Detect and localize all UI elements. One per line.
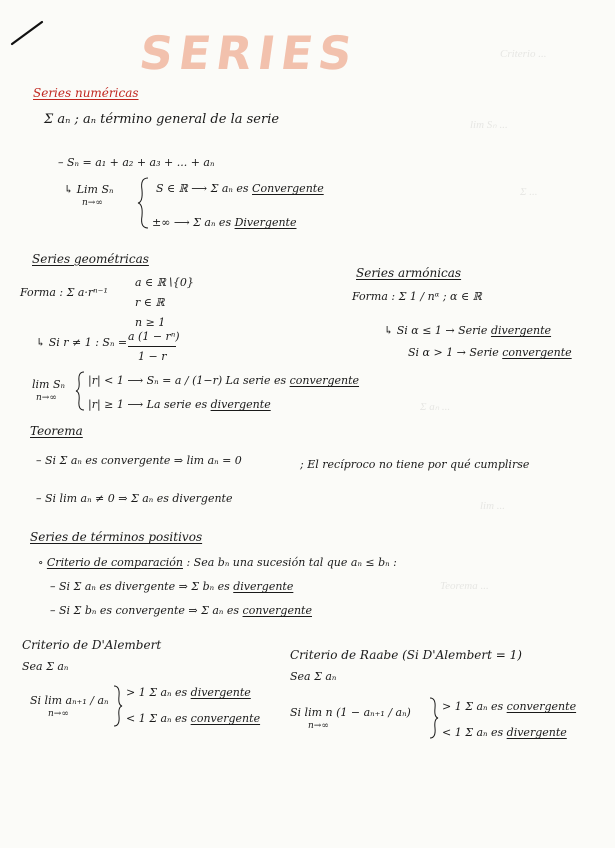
limit-subscript: n→∞ [48, 709, 69, 719]
comparison-criterion-text: : Sea bₙ una sucesión tal que aₙ ≤ bₙ : [186, 556, 397, 569]
harmonic-case-divergent [384, 324, 551, 337]
dalembert-case-gt-text: > 1 Σ aₙ es [126, 686, 188, 699]
case-infinite-text: ±∞ ⟶ Σ aₙ es [152, 216, 232, 229]
theorem-line-2: – Si lim aₙ ≠ 0 ⇒ Σ aₙ es divergente [36, 492, 233, 505]
comparison-line-1 [50, 580, 293, 593]
geometric-limit: lim Sₙ [32, 378, 65, 391]
condition-a: a ∈ ℝ∖{0} [135, 276, 194, 289]
case-r-geq-1-text: |r| ≥ 1 ⟶ La serie es [88, 398, 208, 411]
comparison-criterion: ∘ Criterio de comparación : Sea bₙ una sucesión tal que aₙ ≤ bₙ : [38, 556, 397, 569]
bleed-through-text: Σ ... [520, 186, 538, 198]
partial-sum-definition: – Sₙ = a₁ + a₂ + a₃ + ... + aₙ [58, 156, 215, 169]
brace [428, 696, 440, 740]
convergente-label: convergente [190, 712, 261, 725]
convergente-label: Convergente [252, 182, 324, 195]
divergente-label: divergente [490, 324, 552, 337]
dalembert-limit: Si lim aₙ₊₁ / aₙ [30, 694, 109, 707]
geometric-sum-formula: ↳ Si r ≠ 1 : Sₙ = [36, 336, 128, 349]
page-title: SERIES [136, 26, 362, 80]
raabe-limit: Si lim n (1 − aₙ₊₁ / aₙ) [290, 706, 411, 719]
raabe-case-lt-text: < 1 Σ aₙ es [442, 726, 504, 739]
raabe-case-gt-text: > 1 Σ aₙ es [442, 700, 504, 713]
divergente-label: divergente [210, 398, 271, 411]
divergente-label: divergente [506, 726, 567, 739]
bleed-through-text: Teorema ... [440, 580, 489, 592]
case-finite-limit [156, 182, 324, 195]
limit-partial-sums: ↳ Lim Sₙ [64, 183, 114, 196]
section-heading-dalembert: Criterio de D'Alembert [22, 638, 162, 652]
series-definition: Σ aₙ ; aₙ término general de la serie [44, 112, 280, 127]
dalembert-sea: Sea Σ aₙ [22, 660, 69, 673]
section-heading-teorema: Teorema [30, 424, 83, 438]
divergente-label: Divergente [234, 216, 297, 229]
convergente-label: convergente [289, 374, 360, 387]
comparison-line-1-text: – Si Σ aₙ es divergente ⇒ Σ bₙ es [50, 580, 230, 593]
fraction-denominator: 1 − r [138, 350, 167, 363]
convergente-label: convergente [506, 700, 577, 713]
bleed-through-text: lim ... [480, 500, 506, 512]
raabe-sea: Sea Σ aₙ [290, 670, 337, 683]
raabe-case-gt [442, 700, 576, 713]
brace [136, 176, 150, 230]
case-r-geq-1 [88, 398, 271, 411]
brace [74, 370, 86, 412]
harmonic-case-convergent-text: Si α > 1 → Serie [408, 346, 499, 359]
theorem-line-1: – Si Σ aₙ es convergente ⇒ lim aₙ = 0 [36, 454, 242, 467]
pen-stroke-mark [8, 18, 48, 48]
comparison-line-2-text: – Si Σ bₙ es convergente ⇒ Σ aₙ es [50, 604, 240, 617]
bleed-through-text: Σ aₙ ... [420, 401, 451, 413]
comparison-line-2 [50, 604, 312, 617]
divergente-label: divergente [233, 580, 294, 593]
bleed-through-text: Criterio ... [500, 48, 547, 60]
harmonic-form: Forma : Σ 1 / nᵅ ; α ∈ ℝ [352, 290, 482, 303]
case-infinite-limit [152, 216, 296, 229]
raabe-case-lt [442, 726, 567, 739]
dalembert-case-gt [126, 686, 251, 699]
geometric-form: Forma : Σ a·rⁿ⁻¹ [20, 286, 108, 299]
section-heading-numericas: Series numéricas [33, 86, 139, 100]
limit-subscript: n→∞ [82, 198, 103, 208]
section-heading-terminos-positivos: Series de términos positivos [30, 530, 203, 544]
limit-subscript: n→∞ [308, 721, 329, 731]
harmonic-case-divergent-text: ↳ Si α ≤ 1 → Serie [384, 324, 488, 337]
dalembert-case-lt-text: < 1 Σ aₙ es [126, 712, 188, 725]
section-heading-armonicas: Series armónicas [356, 266, 462, 280]
fraction-bar [128, 346, 176, 347]
case-r-less-1-text: |r| < 1 ⟶ Sₙ = a / (1−r) La serie es [88, 374, 287, 387]
divergente-label: divergente [190, 686, 251, 699]
section-heading-geometricas: Series geométricas [32, 252, 149, 266]
theorem-note: ; El recíproco no tiene por qué cumplirse [300, 458, 530, 471]
fraction-numerator: a (1 − rⁿ) [128, 330, 180, 343]
section-heading-raabe: Criterio de Raabe (Si D'Alembert = 1) [290, 648, 522, 662]
limit-subscript: n→∞ [36, 393, 57, 403]
comparison-criterion-label: Criterio de comparación [46, 556, 183, 569]
dalembert-case-lt [126, 712, 260, 725]
case-r-less-1 [88, 374, 359, 387]
convergente-label: convergente [242, 604, 312, 617]
bleed-through-text: lim Sₙ ... [470, 119, 508, 131]
condition-n: n ≥ 1 [135, 316, 166, 329]
harmonic-case-convergent [408, 346, 572, 359]
convergente-label: convergente [502, 346, 572, 359]
case-finite-text: S ∈ ℝ ⟶ Σ aₙ es [156, 182, 249, 195]
condition-r: r ∈ ℝ [135, 296, 165, 309]
brace [112, 684, 124, 728]
